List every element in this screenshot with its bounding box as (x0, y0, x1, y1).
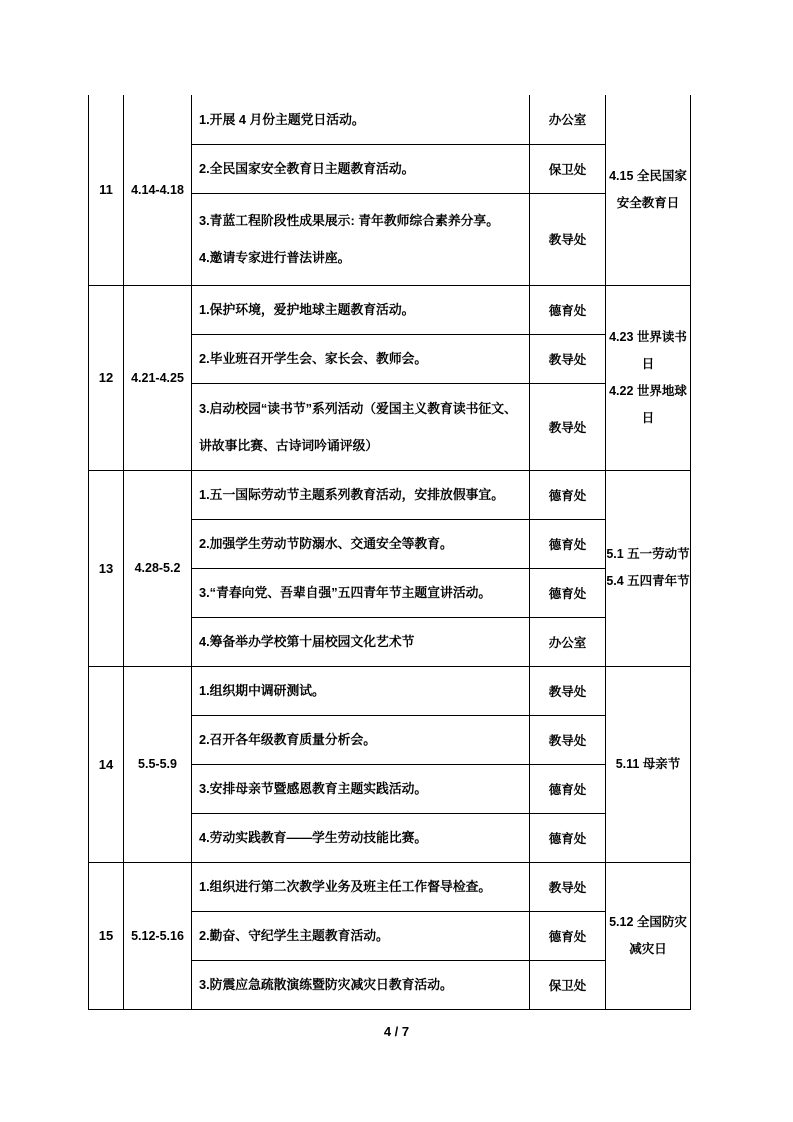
department-cell: 德育处 (530, 285, 606, 334)
notable-date: 4.15 全民国家安全教育日 (609, 168, 687, 210)
activity-cell (192, 911, 530, 960)
department-cell: 办公室 (530, 95, 606, 144)
notable-date: 5.4 五四青年节 (606, 574, 690, 588)
activity-cell (192, 568, 530, 617)
activity-cell (192, 666, 530, 715)
activity-cell (192, 617, 530, 666)
week-number: 11 (89, 95, 124, 285)
activity-cell (192, 715, 530, 764)
notable-dates-cell (606, 470, 691, 666)
week-number: 13 (89, 470, 124, 666)
week-number: 15 (89, 862, 124, 1009)
page-number: 4 / 7 (383, 1024, 410, 1039)
activity-text: 3.青蓝工程阶段性成果展示: 青年教师综合素养分享。 (199, 213, 500, 228)
activity-cell (192, 519, 530, 568)
department-cell: 教导处 (530, 193, 606, 285)
week-date-range: 4.14-4.18 (124, 95, 192, 285)
activity-cell (192, 764, 530, 813)
week-date-range: 4.28-5.2 (124, 470, 192, 666)
department-cell: 保卫处 (530, 144, 606, 193)
department-cell: 德育处 (530, 519, 606, 568)
department-cell: 德育处 (530, 911, 606, 960)
activity-cell (192, 95, 530, 144)
department-cell: 德育处 (530, 764, 606, 813)
activity-cell (192, 334, 530, 383)
activity-text: 1.保护环境，爱护地球主题教育活动。 (199, 302, 415, 317)
notable-dates-cell (606, 95, 691, 285)
activity-text: 4.筹备举办学校第十届校园文化艺术节 (199, 634, 415, 649)
activity-cell (192, 285, 530, 334)
notable-date: 5.11 母亲节 (615, 756, 681, 771)
activity-text: 1.五一国际劳动节主题系列教育活动，安排放假事宜。 (199, 487, 505, 502)
activity-text: 2.召开各年级教育质量分析会。 (199, 732, 377, 747)
department-cell: 教导处 (530, 666, 606, 715)
activity-text: 2.加强学生劳动节防溺水、交通安全等教育。 (199, 536, 453, 551)
activity-text: 2.毕业班召开学生会、家长会、教师会。 (199, 351, 428, 366)
week-date-range: 5.12-5.16 (124, 862, 192, 1009)
activity-text: 4.劳动实践教育——学生劳动技能比赛。 (199, 830, 428, 845)
week-number: 12 (89, 285, 124, 470)
department-cell: 保卫处 (530, 960, 606, 1009)
week-number: 14 (89, 666, 124, 862)
department-cell: 教导处 (530, 715, 606, 764)
activity-text: 1.组织进行第二次教学业务及班主任工作督导检查。 (199, 879, 492, 894)
activity-text: 1.开展 4 月份主题党日活动。 (199, 111, 365, 127)
week-date-range: 4.21-4.25 (124, 285, 192, 470)
activity-cell (192, 193, 530, 285)
activity-cell (192, 813, 530, 862)
department-cell: 教导处 (530, 862, 606, 911)
activity-cell (192, 960, 530, 1009)
activity-text: 2.勤奋、守纪学生主题教育活动。 (199, 928, 389, 943)
activity-cell (192, 862, 530, 911)
department-cell: 德育处 (530, 813, 606, 862)
activity-text: 3.防震应急疏散演练暨防灾减灾日教育活动。 (199, 977, 453, 992)
activity-text: 1.组织期中调研测试。 (199, 683, 325, 698)
department-cell: 教导处 (530, 383, 606, 470)
activity-cell (192, 144, 530, 193)
school-schedule-table (88, 95, 691, 1010)
notable-dates-cell (606, 285, 691, 470)
notable-date: 4.22 世界地球日 (609, 383, 687, 425)
activity-text: 3.安排母亲节暨感恩教育主题实践活动。 (199, 781, 428, 796)
activity-text: 3.启动校园“读书节”系列活动（爱国主义教育读书征文、讲故事比赛、古诗词吟诵评级） (199, 400, 517, 453)
notable-dates-cell (606, 666, 691, 862)
department-cell: 教导处 (530, 334, 606, 383)
notable-date: 5.12 全国防灾减灾日 (609, 914, 687, 956)
activity-cell (192, 470, 530, 519)
activity-text: 3.“青春向党、吾辈自强”五四青年节主题宣讲活动。 (199, 585, 492, 600)
notable-dates-cell (606, 862, 691, 1009)
notable-date: 5.1 五一劳动节 (606, 547, 690, 561)
department-cell: 德育处 (530, 470, 606, 519)
week-date-range: 5.5-5.9 (124, 666, 192, 862)
activity-cell (192, 383, 530, 470)
activity-text: 2.全民国家安全教育日主题教育活动。 (199, 161, 415, 176)
activity-text: 4.邀请专家进行普法讲座。 (199, 250, 351, 265)
department-cell: 德育处 (530, 568, 606, 617)
notable-date: 4.23 世界读书日 (609, 329, 687, 371)
department-cell: 办公室 (530, 617, 606, 666)
